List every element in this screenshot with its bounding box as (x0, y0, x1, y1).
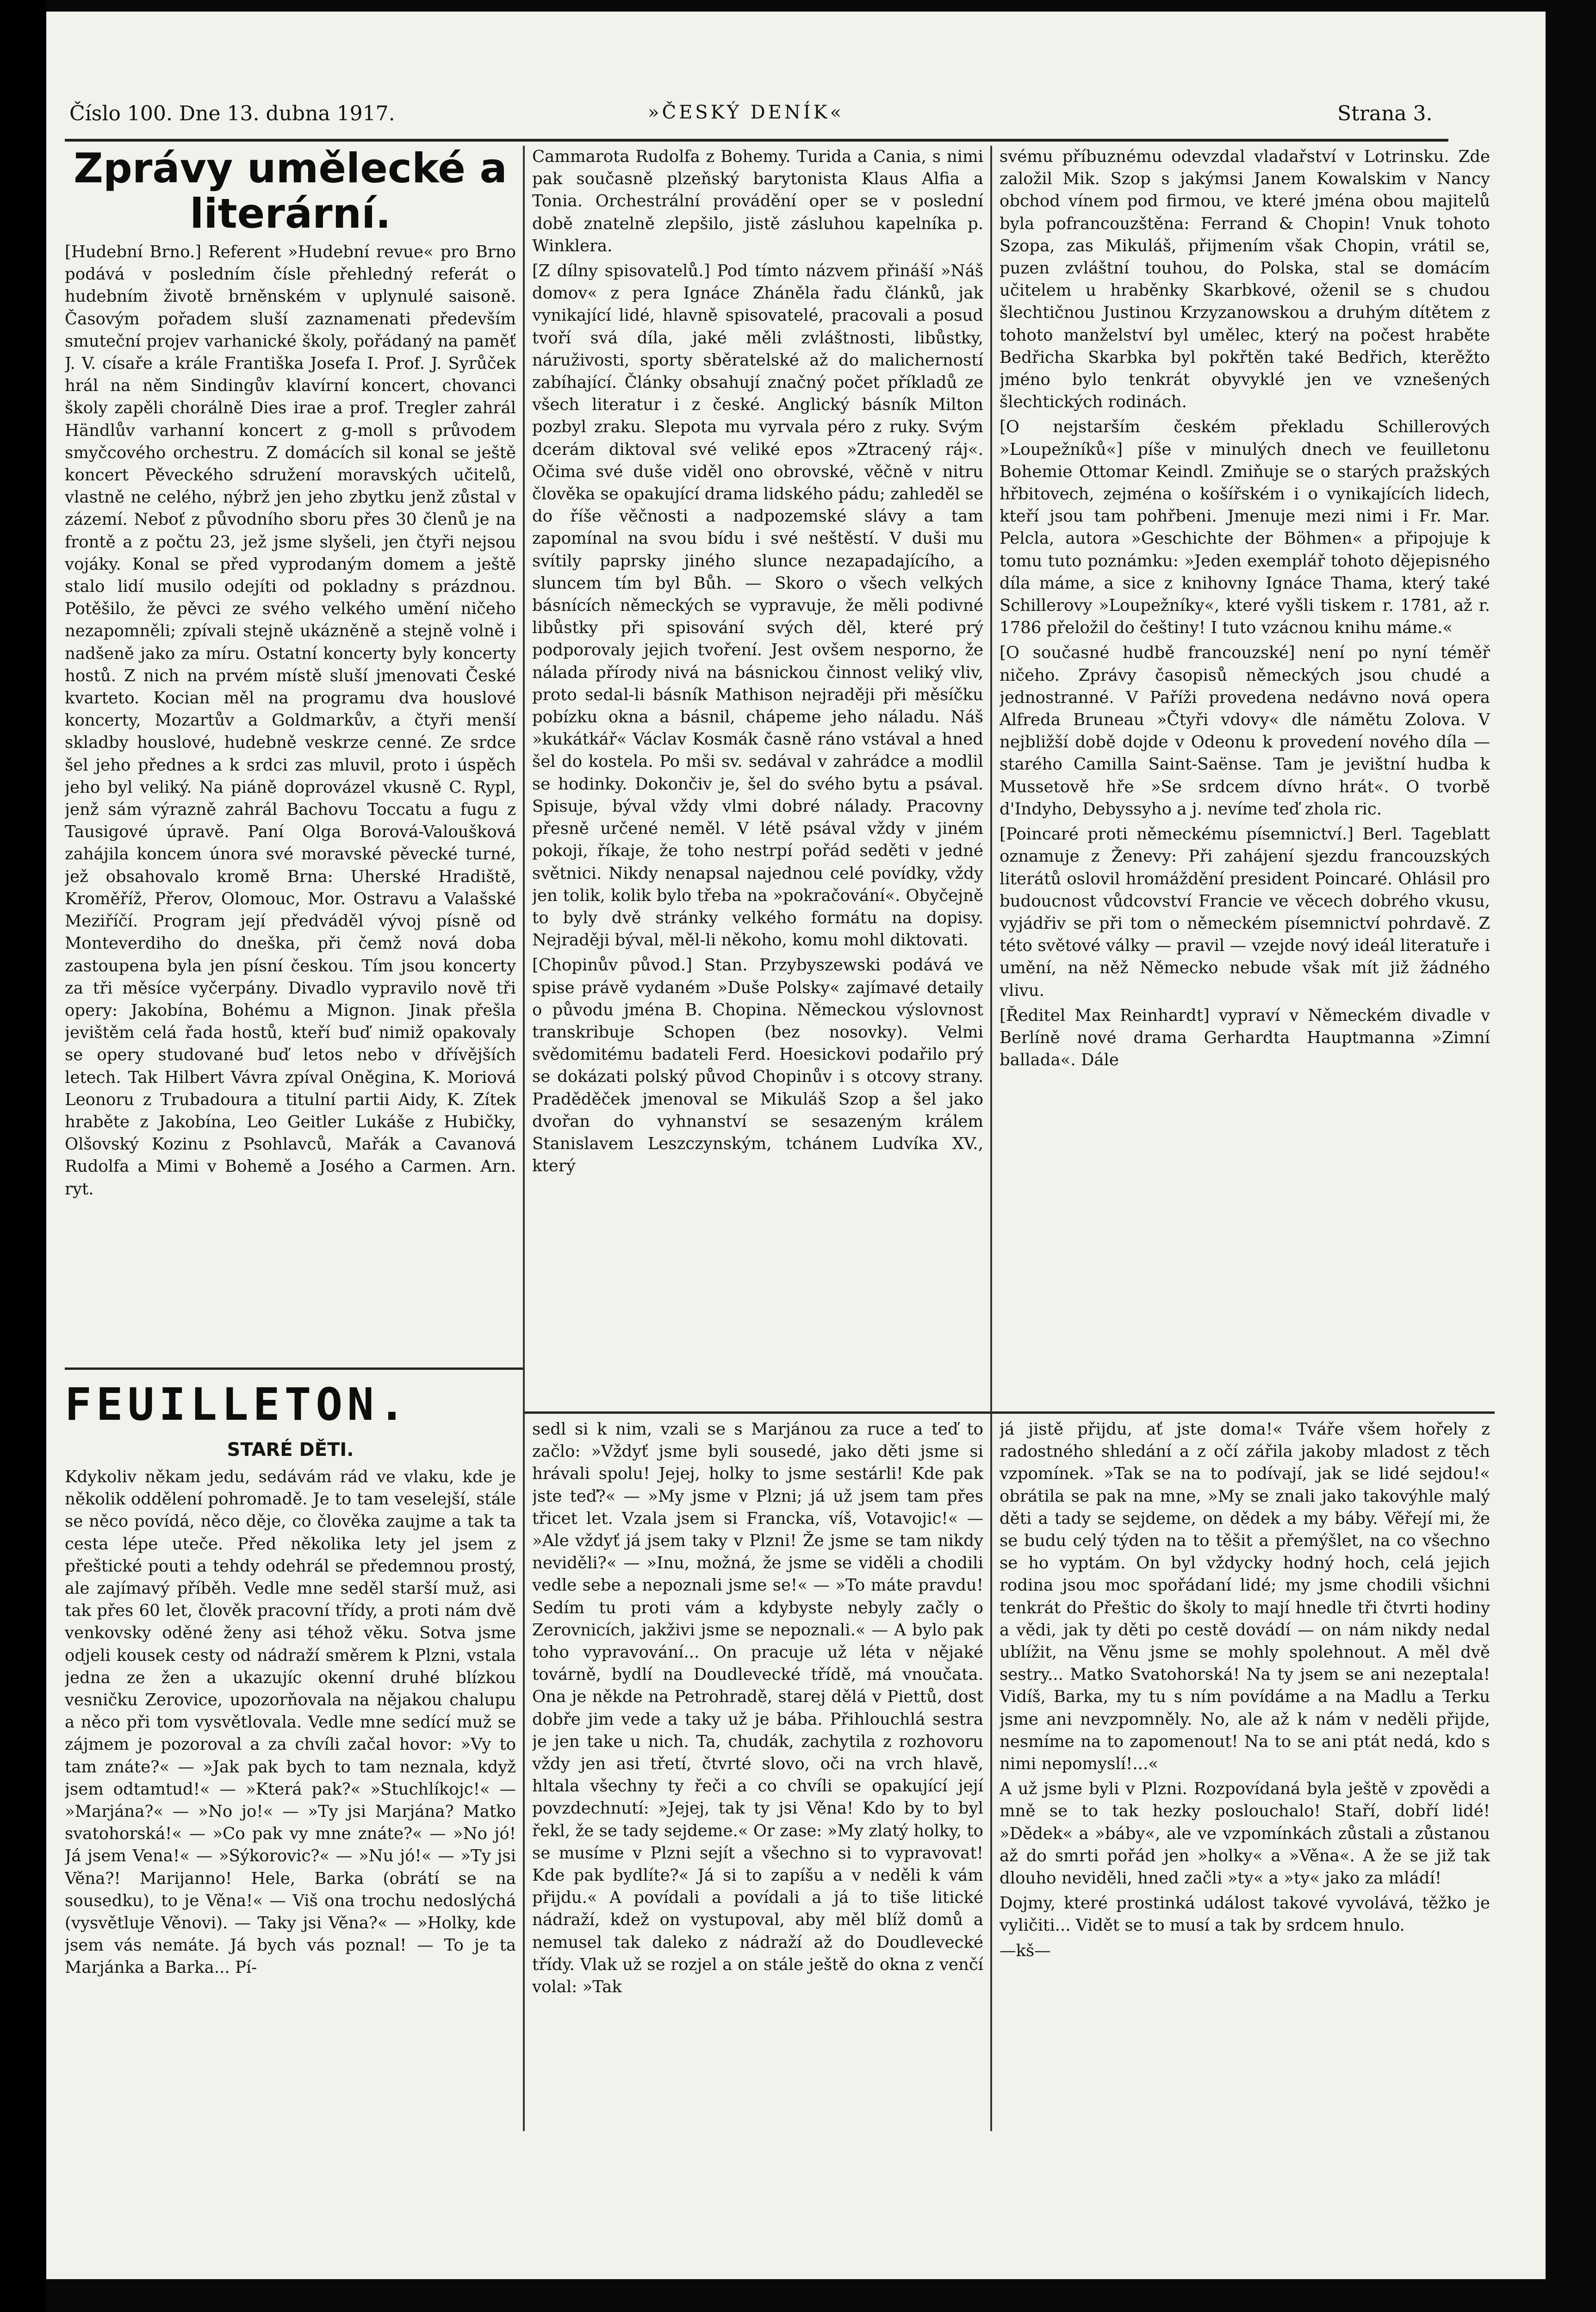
story-paragraph: já jistě přijdu, ať jste doma!« Tváře všem hořely z radostného shledání a z očí zářila jakoby mladost z těch vzpomínek. »Tak se na to podívají, jak se lidé sejdou!« obrátila se pak na mne, »My se znali jako takovýhle malý děti a tady se sejdeme, on dědek a my báby. Věřejí mi, že se budu celý týden na to těšit a přemýšlet, na co všechno se ho vyptám. On byl vždycky hodný hoch, celá jejich rodina jsou moc spořádaní lidé; my jsme chodili všichni tenkrát do Přeštic do školy to mají hnedle tři čtvrti hodiny a vědi, jak ty děti po cestě dovádí — on nám nikdy nedal ublížit, na Věnu jsme se mohly spolehnout. A měl dvě sestry... Matko Svatohorská! Na ty jsem se ani nezeptala! Vidíš, Barka, my tu s ním povídáme a na Madlu a Terku jsme ani nevzpomněly. No, ale až k nám v neděli přijde, nesmíme na to zapomenout! Na to se ani ptát nedá, kdo s nimi nepomyslí!...« (1000, 1420, 1490, 1774)
feuilleton-column-3 (1000, 1418, 1490, 2133)
article-paragraph: [O současné hudbě francouzské] není po nyní téměř ničeho. Zprávy časopisů německých jsou chudé a jednostranné. V Paříži provedena nedávno nová opera Alfreda Bruneau »Čtyři vdovy« dle námětu Zolova. V nejbližší době dojde v Odeonu k provedení nového díla — starého Camilla Saint-Saënse. Tam je jevištní hudba k Mussetově hře »Se srdcem dívno hrát«. O tvorbě d'Indyho, Debyssyho a j. nevíme teď zhola ric. (1000, 643, 1490, 819)
article-paragraph: [Z dílny spisovatelů.] Pod tímto názvem přináší »Náš domov« z pera Ignáce Zháněla řadu článků, jak vynikající lidé, hlavně spisovatelé, pracovali a posud tvoří svá díla, jaké měli zvláštnosti, libůstky, náruživosti, sporty sběratelské až do malicherností zabíhající. Články obsahují značný počet příkladů ze všech literatur i z české. Anglický básník Milton pozbyl zraku. Slepota mu vyrvala péro z ruky. Svým dcerám diktoval své veliké epos »Ztracený ráj«. Očima své duše viděl ono obrovské, věčně v nitru člověka se opakující drama lidského pádu; zahleděl se do říše věčnosti a nadpozemské slávy a tam zapomínal na svou bídu i své neštěstí. V duši mu svítily paprsky jiného slunce nezapadajícího, a sluncem tím byl Bůh. — Skoro o všech velkých básnících německých se vypravuje, že měli podivné libůstky při spisování svých děl, které prý podporovaly jejich tvoření. Jest ovšem nesporno, že nálada přírody nivá na básnickou činnost veliký vliv, proto sedal-li básník Mathison nejraději při měsíčku pobízku okna a básnil, chápeme jeho náladu. Náš »kukátkář« Václav Kosmák časně ráno vstával a hned šel do kostela. Po mši sv. sedával v zahrádce a modlil se hodinky. Dokončiv je, šel do svého bytu a psával. Spisuje, býval vždy vlmi dobré nálady. Pracovny přesně určené neměl. V létě psával vždy v jiném pokoji, říkaje, že toho nestrpí pořád seděti v jedné světnici. Nikdy nenapsal najednou celé povídky, vždy jen tolik, kolik bylo třeba na »pokračování«. Obyčejně to byly dvě stránky velkého formátu na dopisy. Nejraději býval, měl-li někoho, komu mohl diktovati. (532, 261, 983, 950)
masthead: »ČESKÝ DENÍK« (648, 102, 845, 123)
article-paragraph: svému příbuznému odevzdal vladařství v Lotrinsku. Zde založil Mik. Szop s jakýmsi Janem Kowalskim v Nancy obchod vínem pod firmou, ve které jména obou majitelů byla pofrancouzštěna: Ferrand & Chopin! Vnuk tohoto Szopa, zas Mikuláš, přijmením však Chopin, vrátil se, puzen zvláštní touhou, do Polska, stal se domácím učitelem u hraběnky Skarbkové, oženil se s chudou šlechtičnou Justinou Krzyzanowskou a druhým dítětem z tohoto manželství byl umělec, který na počest hraběte Bedřicha Skarbka byl pokřtěn také Bedřich, kterěžto jméno bylo tenkrát obyvyklé jen ve vznešených šlechtických rodinách. (1000, 147, 1490, 412)
article-paragraph: Cammarota Rudolfa z Bohemy. Turida a Cania, s nimi pak současně plzeňský barytonista Klaus Alfia a Tonia. Orchestrální provádění oper se v poslední době znatelně zlepšilo, jistě zásluhou kapelníka p. Winklera. (532, 147, 983, 255)
feuilleton-divider-3 (992, 1411, 1495, 1414)
column-1-articles (65, 146, 516, 1363)
column-2-articles (532, 146, 983, 1405)
feuilleton-title: FEUILLETON. (65, 1379, 410, 1430)
newspaper-page (46, 12, 1546, 2279)
issue-number-date: Číslo 100. Dne 13. dubna 1917. (69, 102, 395, 125)
author-signature: —kš— (1000, 1941, 1051, 1960)
page-number: Strana 3. (1337, 102, 1433, 125)
column-divider-2 (990, 146, 992, 2131)
column-3-articles (1000, 146, 1490, 1405)
section-title: Zprávy umělecké a literární. (74, 146, 507, 237)
article-paragraph: [Chopinův původ.] Stan. Przybyszewski podává ve spise právě vydaném »Duše Polsky« zajímavé detaily o původu jména B. Chopina. Německou výslovnost transkribuje Schopen (bez nosovky). Velmi svědomitému badateli Ferd. Hoesickovi podařilo prý se dokázati polský původ Chopinův i s otcovy strany. Praděděček jmenoval se Mikuláš Szop a šel jako dvořan do vyhnanství se sesazeným králem Stanislavem Leszczynským, tchánem Ludvíka XV., který (532, 956, 983, 1176)
article-paragraph: [Hudební Brno.] Referent »Hudební revue« pro Brno podává v posledním čísle přehledný referát o hudebním životě brněnském v uplynulé saisoně. Časovým pořadem sluší zaznamenati především smuteční projev varhanické školy, pořádaný na paměť J. V. císaře a krále Františka Josefa I. Prof. J. Syrůček hrál na něm Sindingův klavírní koncert, chovanci školy zapěli chorálně Dies irae a prof. Tregler zahrál Händlův varhanní koncert z g-moll s průvodem smyčcového orchestru. Z domácích sil konal se ještě koncert Pěveckého sdružení moravských učitelů, vlastně ne celého, nýbrž jen jeho zbytku jenž zůstal v zázemí. Neboť z původního sboru přes 30 členů je na frontě a z počtu 23, jež jsme slyšeli, jen čtyři nejsou vojáky. Konal se před vyprodaným domem a ještě stalo lidí musilo odejíti od pokladny s prázdnou. Potěšilo, že pěvci ze svého velkého umění ničeho nezapomněli; zpívali stejně ukázněně a stejně volně i nadšeně jako za míru. Ostatní koncerty byly koncerty hostů. Z nich na prvém místě sluší jmenovati České kvarteto. Kocian měl na programu dva houslové koncerty, Mozartův a Goldmarkův, a čtyři menší skladby houslové, hudebně veskrze cenné. Ze srdce šel jeho přednes a k srdci zas mluvil, proto i úspěch jeho byl veliký. Na piáně doprovázel vkusně C. Rypl, jenž sám výrazně zahrál Bachovu Toccatu a fugu z Tausigové úpravě. Paní Olga Borová-Valoušková zahájila koncem února své moravské pěvecké turné, jež obsahovalo kromě Brna: Uherské Hradiště, Kroměříž, Přerov, Olomouc, Mor. Ostravu a Valašské Meziříčí. Program její předváděl vývoj písně od Monteverdiho do dneška, při čemž nová doba zastoupena byla jen písní českou. Tím jsou koncerty za tři měsíce vyčerpány. Divadlo vypravilo nově tři opery: Jakobína, Bohému a Mignon. Jinak přešla jevištěm celá řada hostů, kteří buď nimiž opakovaly se opery studované buď letos nebo v dřívějších letech. Tak Hilbert Vávra zpíval Oněgina, K. Moriová Leonoru z Trubadoura a titulní partii Aidy, K. Zítek hraběte z Jakobína, Leo Geitler Lukáše z Hubičky, Olšovský Kozinu z Psohlavců, Mařák a Cavanová Rudolfa a Mimi v Bohemě a Josého a Carmen. Arn. ryt. (65, 242, 516, 1199)
feuilleton-column-2 (532, 1418, 983, 2133)
story-paragraph: Dojmy, které prostinká událost takové vyvolává, těžko je vyličiti... Vidět se to musí a tak by srdcem hnulo. (1000, 1894, 1490, 1935)
header-rule (65, 139, 1448, 142)
feuilleton-divider-2 (525, 1411, 990, 1414)
story-paragraph: sedl si k nim, vzali se s Marjánou za ruce a teď to začlo: »Vždyť jsme byli sousedé, jako děti jsme si hrávali spolu! Jejej, holky to jsme sestárli! Kde pak jste teď?« — »My jsme v Plzni; já už jsem tam přes třicet let. Vzala jsem si Francka, víš, Votavojic!« — »Ale vždyť já jsem taky v Plzni! Že jsme se tam nikdy neviděli?« — »Inu, možná, že jsme se viděli a chodili vedle sebe a nepoznali jsme se!« — »To máte pravdu! Sedím tu proti vám a kdybyste nebyly začly o Zerovnicích, jakživi jsme se nepoznali.« — A bylo pak toho vypravování... On pracuje už léta v nějaké továrně, bydlí na Doudlevecké třídě, má vnoučata. Ona je někde na Petrohradě, starej dělá v Piettů, dost dobře jim vede a taky už je bába. Přihlouchlá sestra je jen take u nich. Ta, chudák, zachytila z rozhovoru vždy jen asi třetí, čtvrté slovo, oči na vrch hlavě, hltala všechny ty řeči a co chvíli se opakující její povzdechnutí: »Jejej, tak ty jsi Věna! Kdo by to byl řekl, že se tady sejdeme.« Or zase: »My zlatý holky, to se musíme v Plzni sejít a všechno si to vypravovat! Kde pak bydlíte?« Já si to zapíšu a v neděli k vám přijdu.« A povídali a povídali a já to tiše litické nádraží, kdež on vystupoval, aby měl blíž domů a nemusel tak daleko z nádraží až do Doudlevecké třídy. Vlak už se rozjel a on stále ještě do okna z venčí volal: »Tak (532, 1420, 983, 1997)
article-paragraph: [Poincaré proti německému písemnictví.] Berl. Tageblatt oznamuje z Ženevy: Při zahájení sjezdu francouzských literátů oslovil hromáždění president Poincaré. Ohlásil pro budoucnost vůdcovství Francie ve věcech dobrého vkusu, vyjádřiv se při tom o německém písemnictví pohrdavě. Z této světové války — pravil — vzejde nový ideál literatuře i umění, na něž Německo nebude však mít již žádného vlivu. (1000, 825, 1490, 1000)
story-paragraph: A už jsme byli v Plzni. Rozpovídaná byla ještě v zpovědi a mně se to tak hezky poslouchalo! Staří, dobří lidé! »Dědek« a »báby«, ale ve vzpomínkách zůstali a zůstanou až do smrti pořád jen »holky« a »Věna«. A že se již tak dlouho neviděli, hned začli »ty« a »ty« jako za mládí! (1000, 1779, 1490, 1888)
story-title: STARÉ DĚTI. (227, 1439, 354, 1461)
article-paragraph: [Ředitel Max Reinhardt] vypraví v Německém divadle v Berlíně nové drama Gerhardta Hauptmanna »Zimní ballada«. Dále (1000, 1006, 1490, 1070)
story-paragraph: Kdykoliv někam jedu, sedávám rád ve vlaku, kde je několik oddělení pohromadě. Je to tam veselejší, stále se něco povídá, něco děje, co člověka zaujme a tak ta cesta lépe uteče. Před několika lety jel jsem z přeštické pouti a tehdy odehrál se předemnou prostý, ale zajímavý příběh. Vedle mne seděl starší muž, asi tak přes 60 let, člověk pracovní třídy, a proti nám dvě venkovsky oděné ženy asi téhož věku. Sotva jsme odjeli kousek cesty od nádraží směrem k Plzni, vstala jedna ze žen a ukazujíc okenní druhé blízkou vesničku Zerovice, upozorňovala na nějakou chalupu a něco při tom vysvětlovala. Vedle mne sedící muž se zájmem je pozoroval a za chvíli začal hovor: »Vy to tam znáte?« — »Jak pak bych to tam neznala, když jsem odtamtud!« — »Která pak?« »Stuchlíkojc!« — »Marjána?« — »No jo!« — »Ty jsi Marjána? Matko svatohorská!« — »Co pak vy mne znáte?« — »No jó! Já jsem Vena!« — »Sýkorovic?« — »Nu jó!« — »Ty jsi Věna?! Marijanno! Hele, Barka (obrátí se na sousedku), to je Věna!« — Viš ona trochu nedoslýchá (vysvětluje Věnovi). — Taky jsi Věna?« — »Holky, kde jsem vás nemáte. Já bych vás poznal! — To je ta Marjánka a Barka... Pí- (65, 1467, 516, 1977)
scan-dark-edge (0, 0, 46, 2312)
feuilleton-divider-1 (65, 1367, 523, 1370)
article-paragraph: [O nejstarším českém překladu Schillerových »Loupežníků«] píše v minulých dnech ve feuilletonu Bohemie Ottomar Keindl. Zmiňuje se o starých pražských hřbitovech, zejména o košířském i o vynikajících lidech, kteří jsou tam pohřbeni. Jmenuje mezi nimi i Fr. Mar. Pelcla, autora »Geschichte der Böhmen« a připojuje k tomu tuto poznámku: »Jeden exemplář tohoto dějepisného díla máme, a sice z knihovny Ignáce Thama, který také Schillerovy »Loupežníky«, které vyšli tiskem r. 1781, až r. 1786 přeložil do češtiny! I tuto vzácnou knihu máme.« (1000, 417, 1490, 638)
column-divider-1 (523, 146, 525, 2131)
feuilleton-column-1 (65, 1374, 516, 2133)
